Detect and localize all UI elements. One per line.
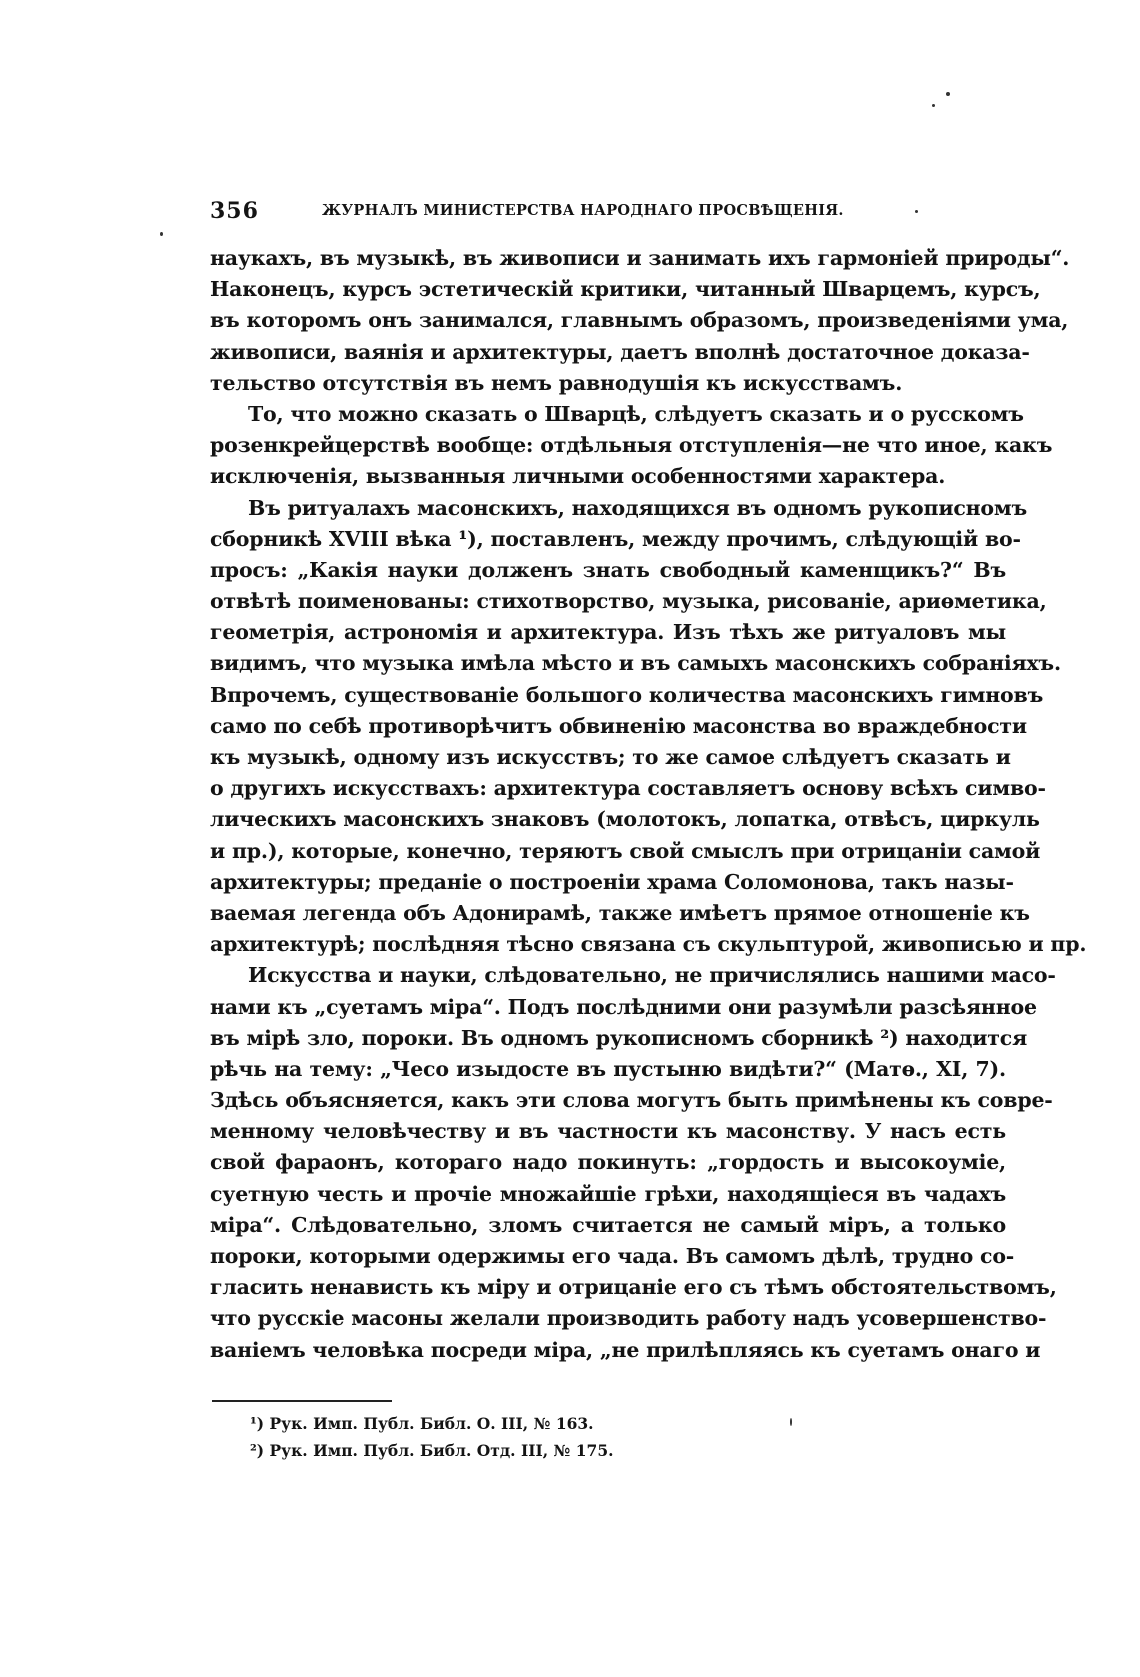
text-line: міра“. Слѣдовательно, зломъ считается не самый міръ, а только	[210, 1212, 1006, 1237]
text-line: гласить ненависть къ міру и отрицаніе его съ тѣмъ обстоятельствомъ,	[210, 1275, 1057, 1300]
text-line: То, что можно сказать о Шварцѣ, слѣдуетъ сказать и о русскомъ	[248, 401, 1024, 426]
text-line: Наконецъ, курсъ эстетическій критики, читанный Шварцемъ, курсъ,	[210, 277, 1041, 302]
body-text	[210, 243, 1087, 1366]
text-line: ваемая легенда объ Адонирамѣ, также имѣетъ прямое отношеніе къ	[210, 900, 1030, 925]
text-line: видимъ, что музыка имѣла мѣсто и въ самыхъ масонскихъ собраніяхъ.	[210, 651, 1061, 676]
text-line: Здѣсь объясняется, какъ эти слова могутъ быть примѣнены къ совре-	[210, 1088, 1053, 1113]
print-speck	[946, 92, 950, 96]
text-line: Впрочемъ, существованіе большого количества масонскихъ гимновъ	[210, 682, 1044, 707]
print-speck	[932, 104, 935, 107]
page-header	[210, 198, 940, 228]
footnote-2: ²) Рук. Имп. Публ. Библ. Отд. III, № 175.	[250, 1441, 614, 1460]
page-number: 356	[210, 198, 259, 224]
footnote-1: ¹) Рук. Имп. Публ. Библ. О. III, № 163.	[250, 1414, 594, 1433]
print-speck	[160, 232, 163, 236]
text-line: пороки, которыми одержимы его чада. Въ самомъ дѣлѣ, трудно со-	[210, 1244, 1015, 1268]
text-line: Въ ритуалахъ масонскихъ, находящихся въ одномъ рукописномъ	[248, 495, 1028, 520]
text-line: менному человѣчеству и въ частности къ масонству. У насъ есть	[210, 1119, 1006, 1144]
text-line: ваніемъ человѣка посреди міра, „не прилѣпляясь къ суетамъ онаго и	[210, 1337, 1041, 1362]
text-line: свой фараонъ, котораго надо покинуть: „гордость и высокоуміе,	[210, 1150, 1006, 1175]
footnote-divider	[212, 1400, 392, 1402]
text-line: къ музыкѣ, одному изъ искусствъ; то же самое слѣдуетъ сказать и	[210, 745, 1011, 769]
text-line: наукахъ, въ музыкѣ, въ живописи и занимать ихъ гармоніей природы“.	[210, 246, 1070, 270]
text-line: и пр.), которые, конечно, теряютъ свой смыслъ при отрицаніи самой	[210, 838, 1041, 863]
text-line: лическихъ масонскихъ знаковъ (молотокъ, лопатка, отвѣсъ, циркуль	[210, 807, 1040, 832]
text-line: само по себѣ противорѣчитъ обвиненію масонства во враждебности	[210, 713, 1027, 738]
text-line: отвѣтѣ поименованы: стихотворство, музыка, рисованіе, ариѳметика,	[210, 589, 1047, 614]
text-line: въ которомъ онъ занимался, главнымъ образомъ, произведеніями ума,	[210, 308, 1069, 333]
text-line: Искусства и науки, слѣдовательно, не причислялись нашими масо-	[248, 963, 1056, 988]
text-line: розенкрейцерствѣ вообще: отдѣльныя отступленія—не что иное, какъ	[210, 433, 1053, 458]
text-line: архитектурѣ; послѣдняя тѣсно связана съ скульптурой, живописью и пр.	[210, 932, 1087, 957]
text-line: что русскіе масоны желали производить работу надъ усовершенство-	[210, 1306, 1047, 1331]
text-line: живописи, ваянія и архитектуры, даетъ вполнѣ достаточное доказа-	[210, 339, 1030, 364]
text-line: о другихъ искусствахъ: архитектура составляетъ основу всѣхъ симво-	[210, 776, 1046, 801]
text-line: исключенія, вызванныя личными особенностями характера.	[210, 464, 946, 489]
footnotes	[250, 1410, 850, 1464]
text-line: суетную честь и прочіе множайшіе грѣхи, находящіеся въ чадахъ	[210, 1181, 1006, 1206]
text-line: геометрія, астрономія и архитектура. Изъ тѣхъ же ритуаловъ мы	[210, 620, 1006, 645]
text-line: архитектуры; преданіе о построеніи храма Соломонова, такъ назы-	[210, 869, 1014, 894]
text-line: нами къ „суетамъ міра“. Подъ послѣдними они разумѣли разсѣянное	[210, 994, 1037, 1019]
text-line: тельство отсутствія въ немъ равнодушія къ искусствамъ.	[210, 370, 903, 395]
text-line: просъ: „Какія науки долженъ знать свободный каменщикъ?“ Въ	[210, 557, 1006, 582]
running-title: ЖУРНАЛЪ МИНИСТЕРСТВА НАРОДНАГО ПРОСВѢЩЕНІЯ.	[322, 202, 844, 219]
text-line: въ мірѣ зло, пороки. Въ одномъ рукописномъ сборникѣ ²) находится	[210, 1025, 1028, 1050]
text-line: рѣчь на тему: „Чесо изыдосте въ пустыню видѣти?“ (Матѳ., XI, 7).	[210, 1056, 1006, 1081]
text-line: сборникѣ XVIII вѣка ¹), поставленъ, между прочимъ, слѣдующій во-	[210, 526, 1021, 551]
